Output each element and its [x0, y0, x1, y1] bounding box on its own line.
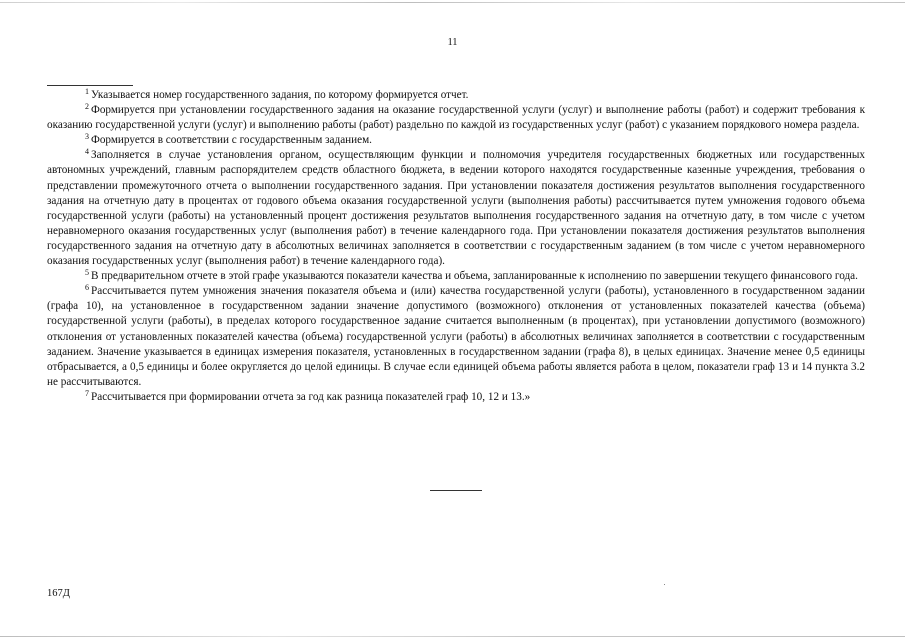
footnote-marker: 4 [85, 147, 89, 157]
footnote-2 [47, 103, 865, 133]
footnote-marker: 6 [85, 283, 89, 293]
footnote-3 [47, 133, 865, 148]
footnote-text: В предварительном отчете в этой графе указываются показатели качества и объема, запланированные к исполнению по завершении текущего финансового года. [91, 270, 858, 283]
footnote-text: Формируется при установлении государственного задания на оказание государственной услуги (услуг) и выполнение работы (работ) и содержит требования к оказанию государственной услуги (услуг) и выполнению работы (работ) раздельно по каждой из государственных услуг (работ) с указанием порядкового номера раздела. [47, 104, 865, 132]
end-of-text-rule [430, 490, 482, 491]
footnote-separator [47, 85, 133, 86]
scan-speck [664, 584, 665, 585]
page-number: 11 [447, 37, 458, 48]
footnote-marker: 1 [85, 87, 89, 96]
footnotes-block [47, 88, 865, 405]
footnote-marker: 3 [85, 132, 89, 142]
footnote-marker: 2 [85, 102, 89, 112]
document-code: 167Д [47, 588, 70, 599]
scan-edge-top [0, 2, 905, 3]
footnote-text: Формируется в соответствии с государственным заданием. [91, 134, 372, 147]
footnote-5 [47, 269, 865, 284]
footnote-text: Рассчитывается путем умножения значения показателя объема и (или) качества государственной услуги (работы), установленного в государственном задании (графа 10), на установленное в государственном задании значение допустимого (возможного) отклонения от установленных показателей качества (объема) государственной услуги (работы), в пределах которого государственное задание считается выполненным (в процентах), при установлении допустимого (возможного) отклонения от установленных показателей качества (объема) государственной услуги (работы) в абсолютных величинах заполняется в соответствии с государственным заданием. Значение указывается в единицах измерения показателя, установленных в государственном задании (графа 8), в целых единицах. Значение менее 0,5 единицы отбрасывается, а 0,5 единицы и более округляется до целой единицы. В случае если единицей объема работы является работа в целом, показатели граф 13 и 14 пункта 3.2 не рассчитываются. [47, 285, 865, 388]
footnote-marker: 5 [85, 268, 89, 278]
footnote-text: Указывается номер государственного задания, по которому формируется отчет. [91, 89, 469, 101]
footnote-6 [47, 284, 865, 390]
footnote-text: Заполняется в случае установления органом, осуществляющим функции и полномочия учредителя государственных бюджетных или государственных автономных учреждений, главным распорядителем средств областного бюджета, в ведении которого находятся государственные казенные учреждения, требования о представлении промежуточного отчета о выполнении государственного задания. При установлении показателя достижения результатов выполнения государственного задания на отчетную дату в процентах от годового объема оказания государственной услуги (выполнения работы) рассчитывается путем умножения годового объема государственной услуги (работы) на установленный процент достижения результатов выполнения государственного задания на отчетную дату, в том числе с учетом неравномерного оказания государственных услуг (выполнения работ) в течение календарного года. При установлении показателя достижения результатов выполнения государственного задания на отчетную дату в абсолютных величинах заполняется в соответствии с государственным заданием (в том числе с учетом неравномерного оказания государственных услуг (выполнения работ) в течение календарного года). [47, 149, 865, 268]
footnote-marker: 7 [85, 388, 89, 398]
scan-edge-bottom [0, 636, 905, 637]
footnote-4 [47, 148, 865, 269]
footnote-7 [47, 390, 865, 405]
footnote-1 [47, 88, 865, 103]
footnote-text: Рассчитывается при формировании отчета за год как разница показателей граф 10, 12 и 13.» [91, 390, 531, 403]
